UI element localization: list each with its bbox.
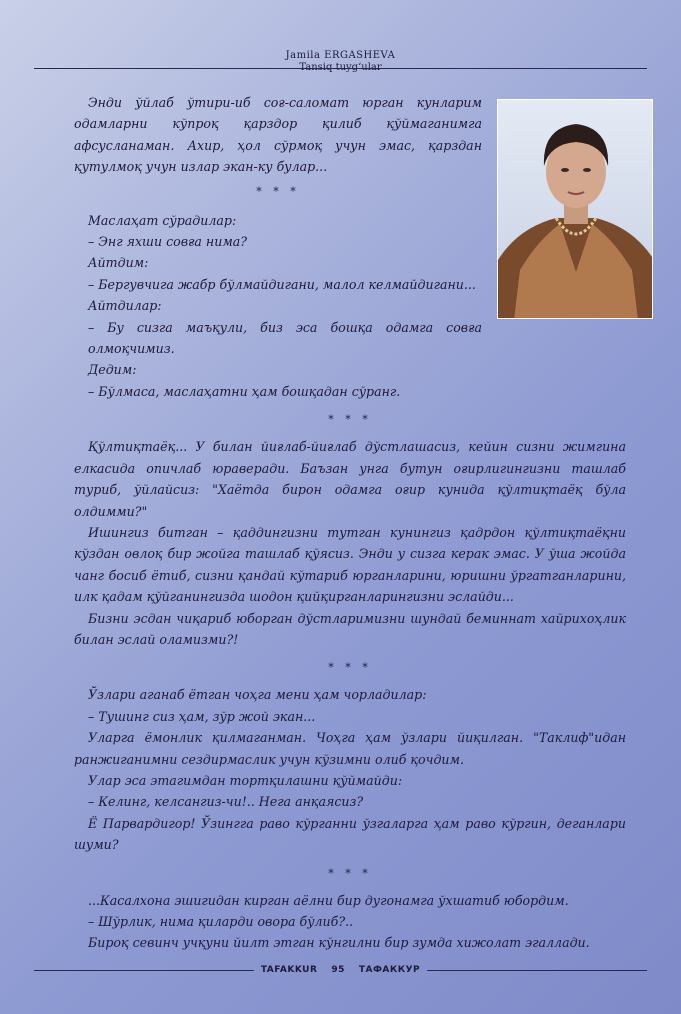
paragraph: – Келинг, келсангиз-чи!.. Нега анқаясиз? [88, 794, 364, 810]
dialogue-line: – Бўлмаса, маслаҳатни ҳам бошқадан сўранг. [88, 383, 401, 399]
paragraph: Улар эса этагимдан тортқилашни қўймайди: [88, 772, 403, 788]
section-separator: * * * [256, 184, 300, 198]
paragraph: – Шўрлик, нима қиларди овора бўлиб?.. [88, 914, 354, 929]
dialogue-line: Айтдим: [88, 255, 149, 271]
footer-journal-cyrillic: ТАФАККУР [358, 965, 421, 975]
page-body [74, 92, 626, 954]
dialogue-line: – Энг яхши совға нима? [88, 234, 248, 250]
section-separator: * * * [328, 866, 372, 880]
dialogue-line: – Бергувчига жабр бўлмайдигани, малол келмайдигани... [88, 276, 476, 292]
paragraph: Ишингиз битган – қаддингизни тутган кунингиз қадрдон қўлтиқтаёқни кўздан овлоқ бир жойга ташлаб қўясиз. Энди у сизга керак эмас. У ўша жойда чанг босиб ётиб, сизни қандай кўтариб юрганларини, юришни ўргатганларини, илк қадам қўйганингизда шодон қийқирганларингизни эслайди... [74, 524, 626, 605]
footer-journal-latin: TAFAKKUR [260, 965, 318, 975]
paragraph: Қўлтиқтаёқ... У билан йиғлаб-йиғлаб дўстлашасиз, кейин сизни жимгина елкасида опичлаб юраверади. Баъзан унга бутун оғирлигингизни ташлаб туриб, ўйлайсиз: "Хаётда бирон одамга оғир кунида қўлтиқтаёқ бўла олдимми?" [74, 439, 626, 519]
dialogue-line: Айтдилар: [88, 298, 162, 314]
section-separator: * * * [328, 661, 372, 675]
footer-rule-right [427, 970, 647, 971]
footer-rule-left [34, 970, 254, 971]
paragraph: ...Касалхона эшигидан кирган аёлни бир дугонамга ўхшатиб юбордим. [88, 892, 569, 908]
page-number: 95 [331, 965, 345, 975]
dialogue-line: – Бу сизга маъқули, биз эса бошқа одамга совға олмоқчимиз. [88, 319, 482, 357]
running-header [0, 50, 681, 73]
paragraph: Бизни эсдан чиқариб юборган дўстларимизни шундай беминнат хайрихоҳлик билан эслай оламизми?! [74, 610, 626, 647]
dialogue-line: Дедим: [88, 362, 137, 378]
dialogue-line: Маслаҳат сўрадилар: [88, 212, 237, 228]
paragraph: – Тушинг сиз ҳам, зўр жой экан... [88, 708, 316, 724]
running-footer [34, 965, 647, 975]
paragraph: Ўзлари аганаб ётган чоҳга мени ҳам чорладилар: [88, 687, 427, 703]
header-author: Jamila ERGASHEVA [285, 50, 396, 61]
section-separator: * * * [328, 413, 372, 427]
paragraph: Ё Парвардигор! Ўзингга раво кўрганни ўзгаларга ҳам раво кўргин, деганлари шуми? [74, 815, 626, 853]
header-rule [34, 68, 647, 69]
paragraph: Уларга ёмонлик қилмаганман. Чоҳга ҳам ўзлари йиқилган. "Таклиф"идан ранжиганимни сездирмаслик учун кўзимни олиб қочдим. [74, 730, 626, 767]
paragraph: Энди ўйлаб ўтири-иб соғ-саломат юрган кунларим одамларни кўпроқ қарздор қилиб қўймаганимга афсусланаман. Ахир, ҳол сўрмоқ учун эмас, қарздан қутулмоқ учун излар экан-ку булар... [74, 95, 482, 175]
paragraph: Бироқ севинч учқуни йилт этган кўнгилни бир зумда хижолат эгаллади. [88, 935, 590, 951]
